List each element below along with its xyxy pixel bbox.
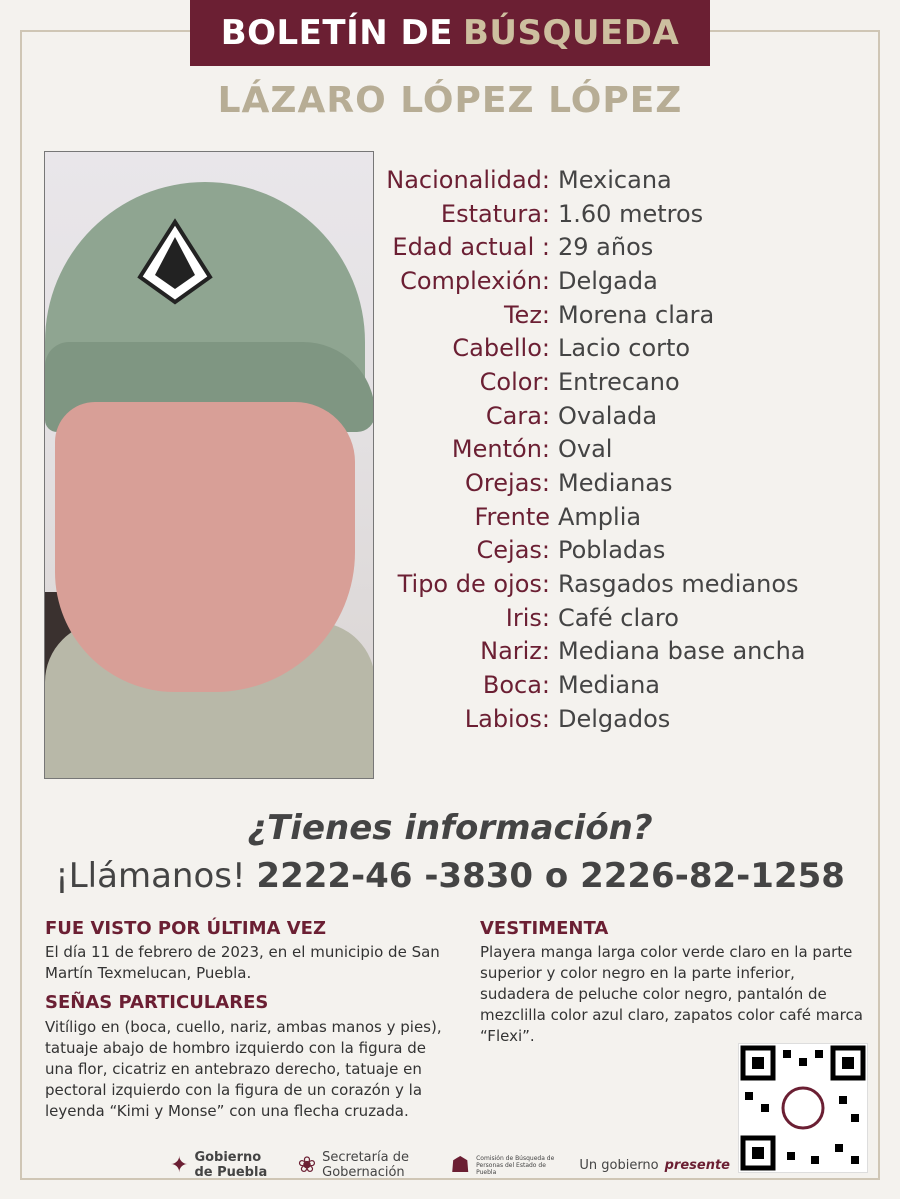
detail-label: Frente <box>474 502 550 531</box>
detail-label: Tez: <box>503 300 550 329</box>
call-line <box>0 856 900 896</box>
person-photo <box>44 151 374 779</box>
info-question: ¿Tienes información? <box>247 808 653 848</box>
detail-row <box>380 635 880 669</box>
detail-label: Complexión: <box>400 266 550 295</box>
detail-label: Tipo de ojos: <box>397 570 550 599</box>
detail-row <box>380 433 880 467</box>
detail-label: Cara: <box>485 401 550 430</box>
person-name: LÁZARO LÓPEZ LÓPEZ <box>217 80 683 121</box>
detail-label: Edad actual : <box>392 233 550 262</box>
detail-value: Mexicana <box>558 165 672 194</box>
header-title-gold: BÚSQUEDA <box>463 13 680 53</box>
detail-value: Delgada <box>558 266 658 295</box>
detail-row <box>380 601 880 635</box>
detail-row <box>380 534 880 568</box>
detail-label: Cejas: <box>476 536 550 565</box>
detail-label: Labios: <box>464 704 550 733</box>
clothing-text: Playera manga larga color verde claro en la parte superior y color negro en la parte inferior, sudadera de peluche color negro, pantalón de mezclilla color azul claro, zapatos color café marca “Flexi”. <box>480 943 863 1045</box>
detail-label: Nariz: <box>480 637 550 666</box>
detail-value: 29 años <box>558 233 654 262</box>
clothing-title: VESTIMENTA <box>480 918 609 939</box>
face-shape <box>55 402 355 692</box>
detail-row <box>380 298 880 332</box>
detail-row <box>380 668 880 702</box>
call-prefix: ¡Llámanos! <box>55 856 246 896</box>
last-seen-title: FUE VISTO POR ÚLTIMA VEZ <box>45 918 327 939</box>
detail-label: Color: <box>479 367 550 396</box>
cap-logo-icon <box>135 217 215 307</box>
footer-logos <box>170 1140 730 1190</box>
last-seen-text: El día 11 de febrero de 2023, en el municipio de San Martín Texmelucan, Puebla. <box>45 943 440 982</box>
detail-label: Cabello: <box>452 334 550 363</box>
marks-text: Vitíligo en (boca, cuello, nariz, ambas manos y pies), tatuaje abajo de hombro izquierdo con la figura de una flor, cicatriz en antebrazo derecho, tatuaje en pectoral izquierdo con la figura de un corazón y la leyenda “Kimi y Monse” con una flecha cruzada. <box>45 1018 442 1120</box>
header-title-white: BOLETÍN DE <box>220 13 453 53</box>
logo-gobierno-presente: Un gobierno presente <box>579 1157 730 1173</box>
secretaria-icon: ❀ <box>297 1152 317 1178</box>
phone-numbers: 2222-46 -3830 o 2226-82-1258 <box>256 856 845 896</box>
detail-label: Iris: <box>505 603 550 632</box>
detail-label: Estatura: <box>440 199 550 228</box>
detail-value: Morena clara <box>558 300 715 329</box>
qr-pattern-icon <box>739 1044 867 1172</box>
logo-comision: ☗ Comisión de Búsqueda de Personas del Estado de Puebla <box>450 1152 555 1178</box>
detail-label: Nacionalidad: <box>386 165 550 194</box>
marks-title: SEÑAS PARTICULARES <box>45 992 269 1013</box>
detail-row <box>380 500 880 534</box>
detail-row <box>380 197 880 231</box>
bulletin-header <box>190 0 710 66</box>
detail-row <box>380 163 880 197</box>
detail-row <box>380 365 880 399</box>
detail-value: Medianas <box>558 469 673 498</box>
detail-value: Oval <box>558 435 613 464</box>
detail-value: Rasgados medianos <box>558 570 799 599</box>
detail-label: Orejas: <box>465 469 550 498</box>
detail-label: Boca: <box>482 671 550 700</box>
puebla-crest-icon: ✦ <box>170 1152 189 1178</box>
detail-row <box>380 567 880 601</box>
logo-gobierno-puebla: ✦ Gobierno de Puebla <box>170 1150 268 1180</box>
detail-row <box>380 331 880 365</box>
detail-value: Café claro <box>558 603 679 632</box>
detail-row <box>380 264 880 298</box>
detail-value: Mediana <box>558 671 660 700</box>
details-list <box>380 163 880 736</box>
qr-code[interactable] <box>738 1043 868 1173</box>
detail-row <box>380 702 880 736</box>
detail-label: Mentón: <box>451 435 550 464</box>
detail-row <box>380 399 880 433</box>
detail-value: 1.60 metros <box>558 199 704 228</box>
detail-value: Pobladas <box>558 536 666 565</box>
detail-value: Entrecano <box>558 367 680 396</box>
detail-row <box>380 466 880 500</box>
logo-secretaria: ❀ Secretaría de Gobernación <box>297 1150 409 1180</box>
detail-value: Ovalada <box>558 401 658 430</box>
detail-value: Lacio corto <box>558 334 691 363</box>
detail-row <box>380 230 880 264</box>
detail-value: Delgados <box>558 704 671 733</box>
detail-value: Mediana base ancha <box>558 637 806 666</box>
detail-value: Amplia <box>558 502 642 531</box>
comision-icon: ☗ <box>450 1152 471 1178</box>
